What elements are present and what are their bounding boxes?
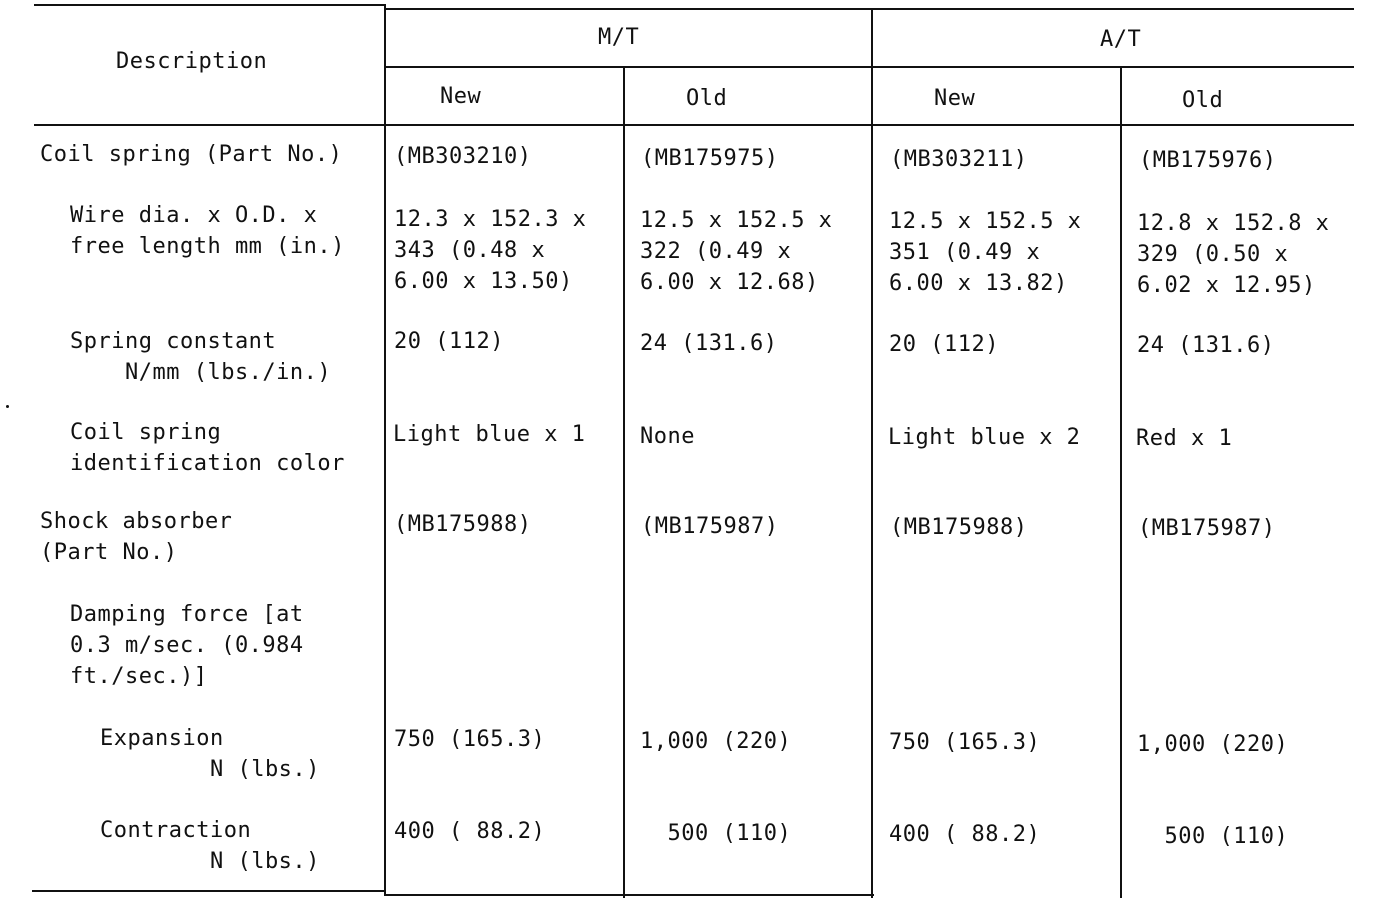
label-wire-dimensions: Wire dia. x O.D. x free length mm (in.) bbox=[70, 203, 345, 259]
label-spring-constant: Spring constant N/mm (lbs./in.) bbox=[70, 329, 332, 385]
cell-spring-constant-mt-new: 20 (112) bbox=[394, 329, 504, 354]
cell-contraction-mt-new: 400 ( 88.2) bbox=[394, 819, 546, 844]
cell-shock-mt-old: (MB175987) bbox=[641, 514, 779, 539]
cell-contraction-mt-old: 500 (110) bbox=[640, 821, 792, 846]
header-mt: M/T bbox=[598, 25, 640, 50]
column-divider-at-new-old bbox=[1120, 66, 1122, 898]
header-mt-old: Old bbox=[686, 86, 728, 111]
header-description: Description bbox=[116, 49, 268, 74]
cell-coil-spring-at-old: (MB175976) bbox=[1139, 148, 1277, 173]
cell-expansion-mt-old: 1,000 (220) bbox=[640, 729, 792, 754]
cell-color-at-new: Light blue x 2 bbox=[888, 425, 1081, 450]
label-coil-spring-part-no: Coil spring (Part No.) bbox=[40, 142, 343, 167]
cell-shock-at-new: (MB175988) bbox=[890, 515, 1028, 540]
cell-spring-constant-mt-old: 24 (131.6) bbox=[640, 331, 778, 356]
cell-contraction-at-old: 500 (110) bbox=[1137, 824, 1289, 849]
table-bottom-border bbox=[32, 890, 386, 892]
cell-color-mt-new: Light blue x 1 bbox=[393, 422, 586, 447]
cell-coil-spring-mt-new: (MB303210) bbox=[394, 144, 532, 169]
cell-color-mt-old: None bbox=[640, 424, 695, 449]
header-at-old: Old bbox=[1182, 88, 1224, 113]
header-mt-new: New bbox=[440, 84, 482, 109]
header-at-new: New bbox=[934, 86, 976, 111]
cell-coil-spring-at-new: (MB303211) bbox=[890, 147, 1028, 172]
cell-spring-constant-at-old: 24 (131.6) bbox=[1137, 333, 1275, 358]
cell-shock-at-old: (MB175987) bbox=[1138, 516, 1276, 541]
cell-wire-at-old: 12.8 x 152.8 x 329 (0.50 x 6.02 x 12.95) bbox=[1137, 211, 1330, 298]
header-at: A/T bbox=[1100, 27, 1142, 52]
header-bottom-border bbox=[34, 124, 1354, 126]
stray-mark bbox=[6, 405, 9, 408]
table-top-border bbox=[34, 4, 386, 6]
table-top-border-right bbox=[386, 8, 1354, 10]
cell-color-at-old: Red x 1 bbox=[1136, 426, 1233, 451]
column-divider-mt-at bbox=[871, 8, 873, 898]
cell-shock-mt-new: (MB175988) bbox=[394, 512, 532, 537]
cell-spring-constant-at-new: 20 (112) bbox=[889, 332, 999, 357]
column-divider-mt-new-old bbox=[623, 66, 625, 898]
label-expansion: Expansion N (lbs.) bbox=[100, 726, 320, 782]
cell-expansion-at-new: 750 (165.3) bbox=[889, 730, 1041, 755]
subheader-border bbox=[386, 66, 1354, 68]
cell-expansion-at-old: 1,000 (220) bbox=[1137, 732, 1289, 757]
cell-wire-mt-old: 12.5 x 152.5 x 322 (0.49 x 6.00 x 12.68) bbox=[640, 208, 833, 295]
cell-wire-at-new: 12.5 x 152.5 x 351 (0.49 x 6.00 x 13.82) bbox=[889, 209, 1082, 296]
label-contraction: Contraction N (lbs.) bbox=[100, 818, 320, 874]
cell-contraction-at-new: 400 ( 88.2) bbox=[889, 822, 1041, 847]
table-bottom-border-right bbox=[386, 894, 874, 896]
cell-coil-spring-mt-old: (MB175975) bbox=[641, 146, 779, 171]
label-damping-force: Damping force [at 0.3 m/sec. (0.984 ft./sec.)] bbox=[70, 602, 304, 689]
label-shock-absorber: Shock absorber (Part No.) bbox=[40, 509, 233, 565]
label-identification-color: Coil spring identification color bbox=[70, 420, 345, 476]
column-divider-description bbox=[384, 4, 386, 896]
cell-expansion-mt-new: 750 (165.3) bbox=[394, 727, 546, 752]
cell-wire-mt-new: 12.3 x 152.3 x 343 (0.48 x 6.00 x 13.50) bbox=[394, 207, 587, 294]
